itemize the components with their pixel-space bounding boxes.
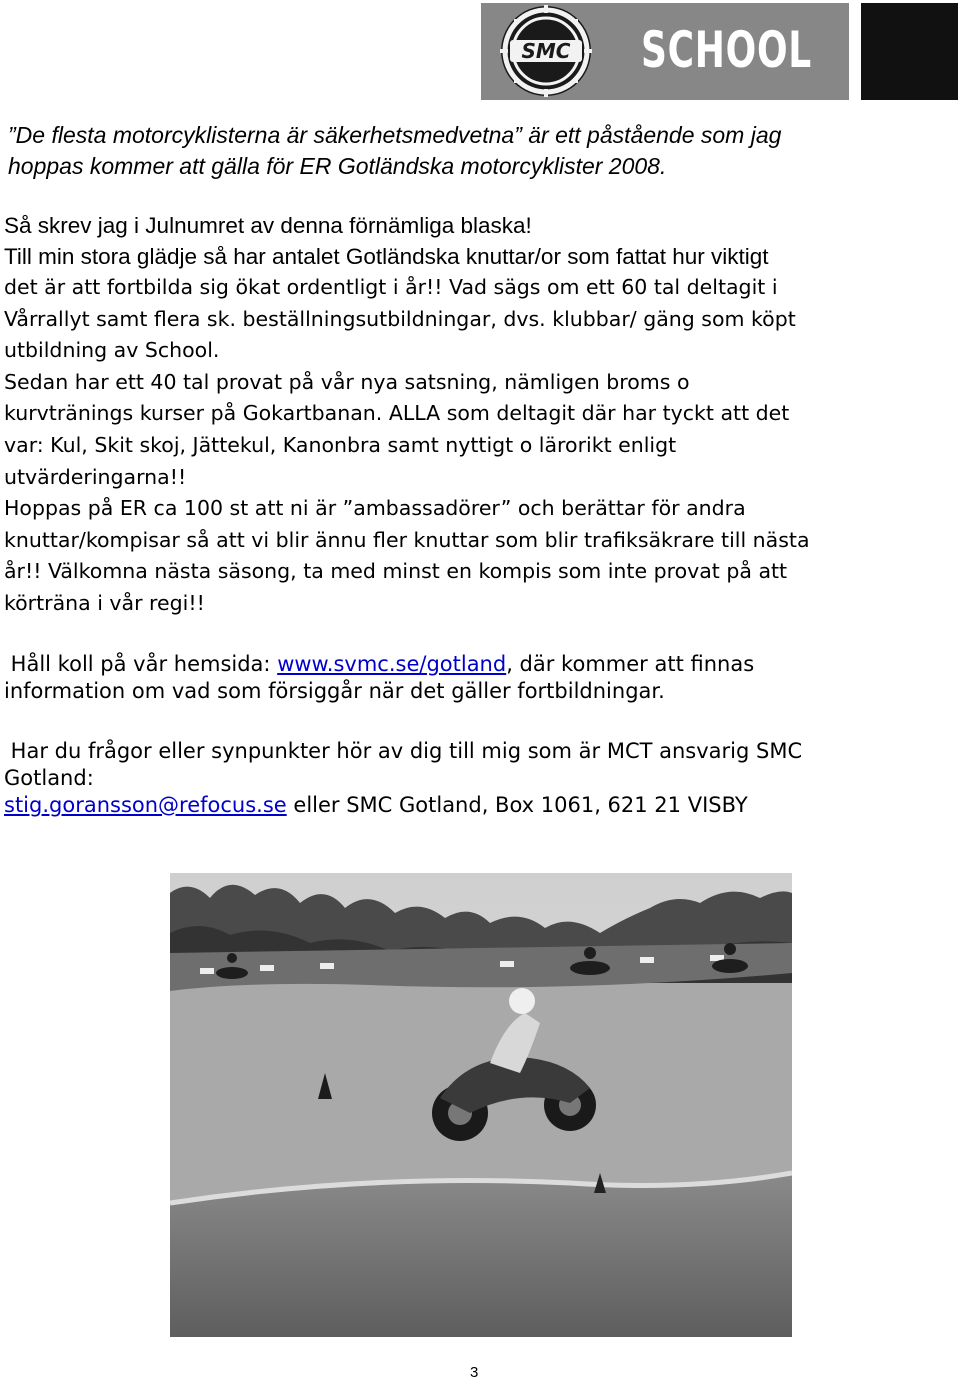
contact-line-1: Har du frågor eller synpunkter hör av dig till mig som är MCT ansvarig SMC [4,739,803,763]
website-prefix: Håll koll på vår hemsida: [4,652,278,676]
contact-line-2: Gotland: [4,766,94,790]
paragraph-line: utvärderingarna!! [4,464,187,489]
contact-address: eller SMC Gotland, Box 1061, 621 21 VISBY [286,793,748,817]
paragraph-line: Så skrev jag i Julnumret av denna förnämliga blaska! [4,213,532,238]
motorcycle-training-photo [170,873,792,1337]
website-link[interactable]: www.svmc.se/gotland [277,652,507,676]
contact-paragraph [4,738,956,819]
paragraph-line: kurvtränings kurser på Gokartbanan. ALLA som deltagit där har tyckt att det [4,401,790,426]
paragraph-line: år!! Välkomna nästa säsong, ta med minst en kompis som inte provat på att [4,559,788,584]
opening-quote [8,120,953,182]
quote-line-2: hoppas kommer att gälla för ER Gotländska motorcyklister 2008. [8,153,667,179]
website-paragraph [4,651,956,705]
quote-line-1: ”De flesta motorcyklisterna är säkerhetsmedvetna” är ett påstående som jag [8,122,782,148]
main-paragraph [4,210,956,620]
paragraph-line: Vårrallyt samt flera sk. beställningsutbildningar, dvs. klubbar/ gäng som köpt [4,306,796,331]
smc-badge-icon [500,5,592,97]
page-number: 3 [470,1364,479,1381]
paragraph-line: Sedan har ett 40 tal provat på vår nya satsning, nämligen broms o [4,369,690,394]
paragraph-line: det är att fortbilda sig ökat ordentligt i år!! Vad sägs om ett 60 tal deltagit i [4,275,778,299]
email-link[interactable]: stig.goransson@refocus.se [4,793,287,817]
paragraph-line: knuttar/kompisar så att vi blir ännu fler knuttar som blir trafiksäkrare till nästa [4,527,810,552]
smc-school-logo [481,3,849,100]
website-suffix: , där kommer att finnas [506,652,755,676]
website-line-2: information om vad som försiggår när det gäller fortbildningar. [4,679,665,703]
logo-school-word: SCHOOL [641,21,812,79]
paragraph-line: Hoppas på ER ca 100 st att ni är ”ambassadörer” och berättar för andra [4,496,746,521]
paragraph-line: utbildning av School. [4,338,220,363]
logo-dark-block [861,3,958,100]
paragraph-line: Till min stora glädje så har antalet Gotländska knuttar/or som fattat hur viktigt [4,244,769,269]
paragraph-line: var: Kul, Skit skoj, Jättekul, Kanonbra samt nyttigt o lärorikt enligt [4,432,677,457]
paragraph-line: körträna i vår regi!! [4,590,205,615]
svg-text:SMC: SMC [521,39,571,63]
